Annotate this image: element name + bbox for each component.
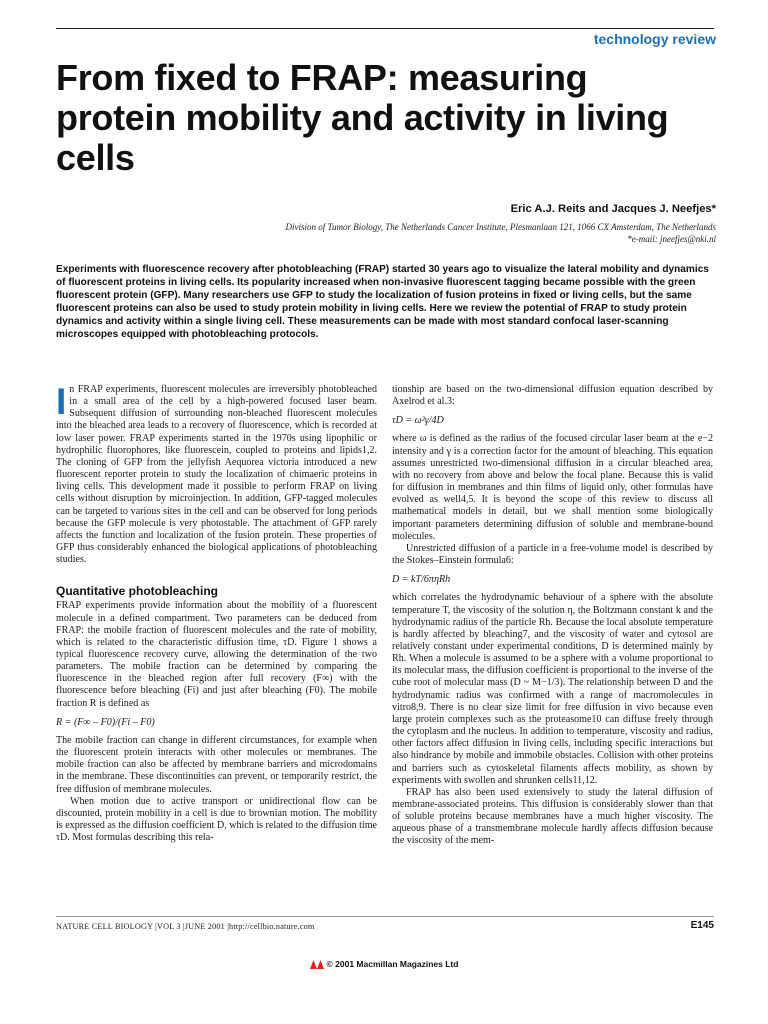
paragraph: When motion due to active transport or unidirectional flow can be discounted, protein mobility in a cell is due to brownian motion. The mobility is expressed as the diffusion coefficient D, which is related to the diffusion time τD. Most formulas describing this rela- <box>56 795 377 844</box>
page-number: E145 <box>690 920 714 931</box>
footer-rule <box>56 916 714 917</box>
article-title: From fixed to FRAP: measuring protein mobility and activity in living cells <box>56 57 669 178</box>
abstract: Experiments with fluorescence recovery after photobleaching (FRAP) started 30 years ago to visualize the lateral mobility and dynamics of fluorescent proteins in living cells. Its popularity increased when non-invasive fluorescent tagging became possible with the green fluorescent protein (GFP). Many researchers use GFP to study the localization of fusion proteins in fixed or living cells, but the same fluorescent proteins can also be used to study protein mobility in living cells. Here we review the potential of FRAP to study protein dynamics and activity within a single living cell. These measurements can be made with most standard confocal laser-scanning microscopes equipped with photobleaching protocols. <box>56 264 709 340</box>
publisher-logo-icon <box>310 960 324 971</box>
paragraph: which correlates the hydrodynamic behaviour of a sphere with the absolute temperature T, the viscosity of the solution η, the Boltzmann constant k and the hydrodynamic radius of the particle Rh. Because the local absolute temperature is hardly affected by bleaching7, and the viscosity of water and cytosol are relatively constant under experimental conditions, D is determined mainly by Rh. When a molecule is assumed to be a sphere with a volume proportional to its molecular mass, the diffusion coefficient is proportional to the inverse of the cube root of molecular mass (D ~ M−1/3). The relationship between D and the hydrodynamic radius was confirmed with a range of macromolecules in vitro8,9. There is no clear size limit for free diffusion in vivo because even large protein complexes such as the proteasome10 can diffuse freely through the cytoplasm and the nucleus. In addition to temperature, viscosity and radius, other factors affect diffusion in living cells, including specific interactions but also hindrance by mobile and immobile obstacles. Collision with other proteins and barriers such as cytoskeletal filaments affects mobility, as shown by experiments with swollen and shrunken cells11,12. <box>392 592 713 786</box>
paragraph-intro-text: n FRAP experiments, fluorescent molecules are irreversibly photobleached in a small area of the cell by a high-powered focused laser beam. Subsequent diffusion of surrounding non-bleached fluorescent molecules into the bleached area leads to a recovery of fluorescence, which is recorded at low laser power. FRAP experiments started in the 1970s using lipophilic or hydrophilic fluorophores, like fluorescein, coupled to proteins and lipids1,2. The cloning of GFP from the jellyfish Aequorea victoria introduced a new fluorescent reporter protein to study the localization of chimaeric proteins in living cells. This development made it possible to perform FRAP on living cells without disruption by microinjection. In addition, GFP-tagged molecules can be targeted to various sites in the cell and can be observed for long periods because the GFP molecule is very photostable. The attachment of GFP rarely affects the function and localization of the fusion protein. These properties of GFP thus considerably enhanced the biological applications of photobleaching studies. <box>56 384 377 566</box>
paragraph: FRAP experiments provide information about the mobility of a fluorescent molecule in a defined compartment. Two parameters can be deduced from FRAP: the mobile fraction of fluorescent molecules and the rate of mobility, which is related to the characteristic diffusion time, τD. Figure 1 shows a typical fluorescence recovery curve, allowing the determination of the two parameters. The mobile fraction can be determined by comparing the fluorescence in the bleached region after full recovery (F∞) with the fluorescence before bleaching (Fi) and just after bleaching (F0). The mobile fraction R is defined as <box>56 600 377 709</box>
footer-citation: NATURE CELL BIOLOGY |VOL 3 |JUNE 2001 |http://cellbio.nature.com <box>56 922 315 931</box>
equation-stokes-einstein: D = kT/6πηRh <box>392 574 451 586</box>
paragraph-intro <box>56 381 377 566</box>
affiliation: Division of Tumor Biology, The Netherlands Cancer Institute, Plesmanlaan 121, 1066 CX Amsterdam, The Netherlands <box>285 222 716 232</box>
copyright-line <box>0 959 768 971</box>
equation-mobile-fraction: R = (F∞ – F0)/(Fi – F0) <box>56 716 155 728</box>
section-heading: Quantitative photobleaching <box>56 584 219 599</box>
body-column-left <box>56 381 377 844</box>
copyright-text: © 2001 Macmillan Magazines Ltd <box>326 959 459 969</box>
paragraph: Unrestricted diffusion of a particle in a free-volume model is described by the Stokes–Einstein formula6: <box>392 542 713 567</box>
drop-cap: I <box>56 381 67 422</box>
body-column-right <box>392 384 713 848</box>
affiliation-block <box>196 221 716 245</box>
paragraph: FRAP has also been used extensively to study the lateral diffusion of membrane-associated proteins. This diffusion is considerably slower than that of soluble proteins because membranes have a much higher viscosity. The aqueous phase of a transmembrane molecule hardly affects diffusion because the viscosity of the mem- <box>392 786 713 847</box>
section-label: technology review <box>593 31 716 47</box>
email-link[interactable]: *e-mail: jneefjes@nki.nl <box>627 234 716 244</box>
paragraph: The mobile fraction can change in different circumstances, for example when the fluorescent protein interacts with other molecules or membranes. The mobile fraction can also be affected by membrane barriers and microdomains in the membrane. These discontinuities can prevent, or temporarily restrict, the free diffusion of membrane molecules. <box>56 734 377 795</box>
paragraph: tionship are based on the two-dimensional diffusion equation described by Axelrod et al.3: <box>392 384 713 408</box>
paragraph: where ω is defined as the radius of the focused circular laser beam at the e−2 intensity and γ is a correction factor for the amount of bleaching. This equation assumes unrestricted two-dimensional diffusion in a circular bleached area, with no recovery from above and below the focal plane. Because this is valid for diffusion in membranes and thin films of liquid only, other formulas have evolved as well4,5. It is beyond the scope of this review to discuss all mathematical models in detail, but we shall mention some biologically important parameters determining diffusion of soluble and membrane-bound molecules. <box>392 433 713 542</box>
header-rule <box>56 28 714 29</box>
authors: Eric A.J. Reits and Jacques J. Neefjes* <box>510 203 716 215</box>
equation-diffusion-time: τD = ω²γ/4D <box>392 415 444 427</box>
